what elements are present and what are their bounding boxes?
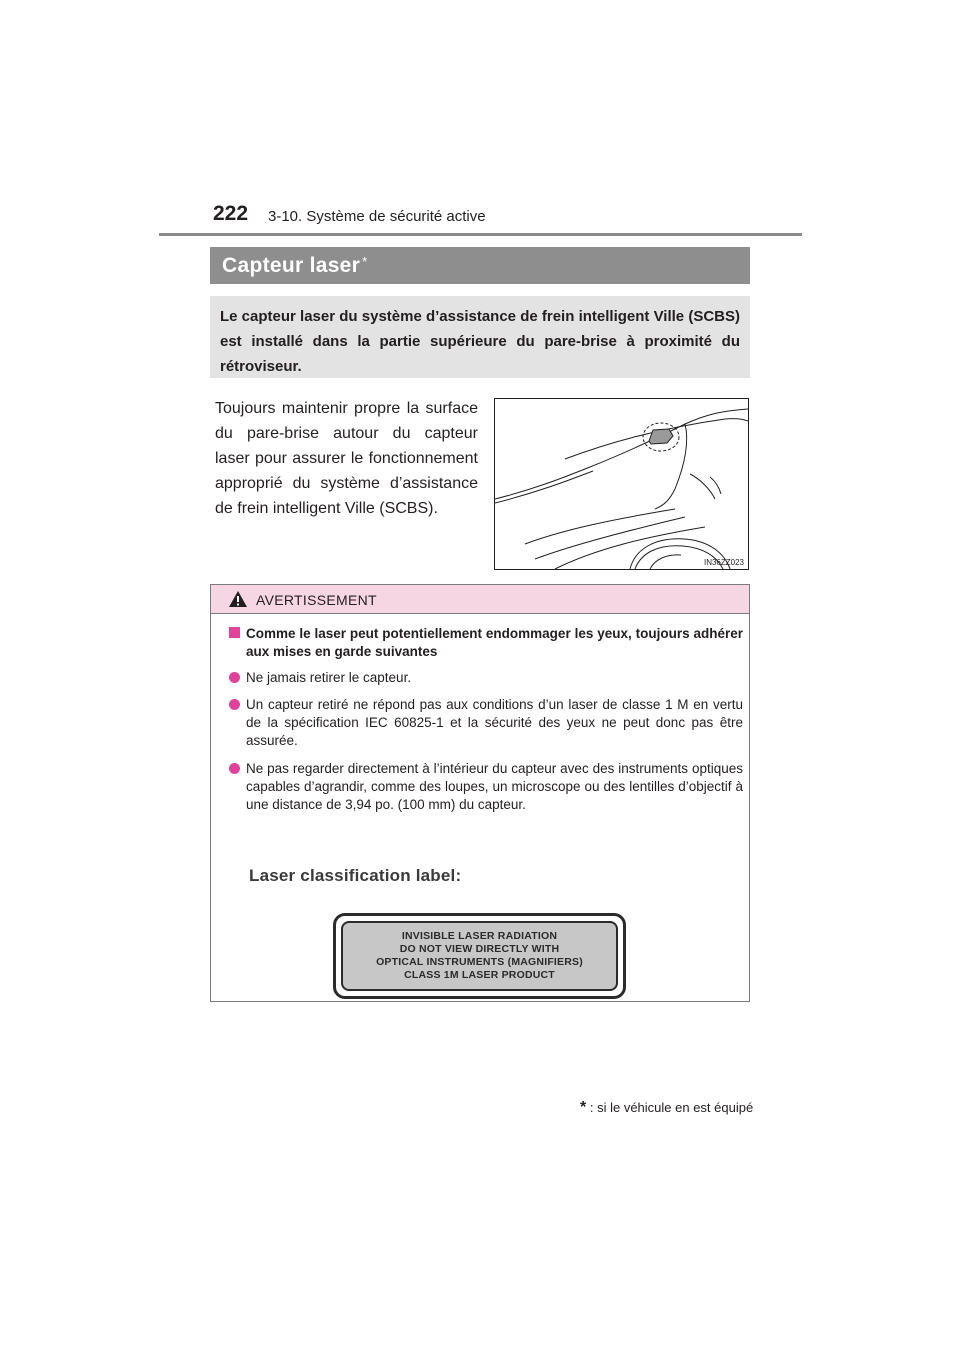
intro-box: Le capteur laser du système d’assistance de frein intelligent Ville (SCBS) est installé dans la partie supérieure du pare-brise à proximité du rétroviseur. [210, 296, 750, 378]
square-bullet-icon [229, 627, 240, 638]
body-paragraph: Toujours maintenir propre la surface du pare-brise autour du capteur laser pour assurer le fonctionnement approprié du système d’assistance de frein intelligent Ville (SCBS). [215, 400, 478, 517]
footnote-text: : si le véhicule en est équipé [589, 1100, 754, 1115]
warning-bullet-1: Ne jamais retirer le capteur. [229, 669, 743, 687]
footnote-star: * [580, 1099, 587, 1116]
bullet-dot-icon [229, 699, 240, 710]
laser-label-panel [341, 921, 618, 991]
page-title: Capteur laser [222, 253, 361, 277]
windshield-figure [494, 398, 749, 570]
laser-label-line-4: CLASS 1M LASER PRODUCT [404, 969, 555, 981]
title-footnote-star: * [362, 254, 368, 269]
laser-label-line-3: OPTICAL INSTRUMENTS (MAGNIFIERS) [376, 956, 583, 968]
page-number: 222 [213, 202, 249, 225]
warning-box [210, 584, 750, 1002]
laser-label-caption: Laser classification label: [249, 866, 462, 885]
bullet-dot-icon [229, 672, 240, 683]
bullet-dot-icon [229, 763, 240, 774]
laser-label-line-1: INVISIBLE LASER RADIATION [401, 930, 558, 942]
footnote [580, 1099, 753, 1117]
warning-icon [228, 590, 248, 608]
warning-bullet-3: Ne pas regarder directement à l’intérieur du capteur avec des instruments optiques capables d’agrandir, comme des loupes, un microscope ou des lentilles d’objectif à une distance de 3,94 po. (100 mm) du capteur. [229, 760, 743, 814]
laser-classification-label [333, 913, 626, 999]
warning-title: Comme le laser peut potentiellement endommager les yeux, toujours adhérer aux mises en garde suivantes [229, 625, 743, 661]
header-rule [159, 233, 802, 236]
windshield-illustration [495, 399, 748, 569]
title-bar [210, 247, 750, 284]
figure-code: IN36ZZ023 [703, 558, 744, 567]
warning-bullet-2: Un capteur retiré ne répond pas aux conditions d’un laser de classe 1 M en vertu de la spécification IEC 60825-1 et la sécurité des yeux ne peut donc pas être assurée. [229, 696, 743, 750]
warning-header [211, 585, 749, 614]
warning-label: AVERTISSEMENT [256, 592, 377, 608]
laser-label-line-2: DO NOT VIEW DIRECTLY WITH [399, 943, 560, 955]
section-title: 3-10. Système de sécurité active [268, 208, 486, 225]
